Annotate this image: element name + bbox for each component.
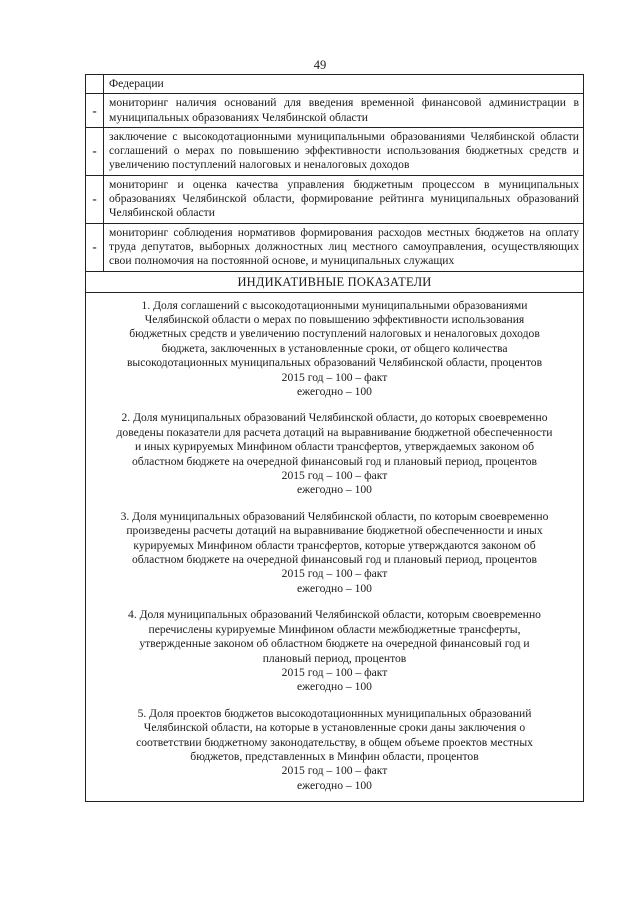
page-number: 49: [313, 58, 327, 72]
indicator-text-line: высокодотационных муниципальных образований Челябинской области, процентов: [126, 356, 543, 370]
indicator-text-line: Челябинской области, на которые в установленные сроки даны заключения о: [143, 721, 526, 735]
indicator-text-line: областном бюджете на очередной финансовый год и плановый период, процентов: [131, 454, 538, 468]
row-marker: -: [86, 94, 104, 127]
table-row-salary-norms: [86, 224, 583, 272]
indicator-fact: 2015 год – 100 – факт: [281, 370, 388, 384]
row-marker: -: [86, 128, 104, 175]
row-text: заключение с высокодотационными муниципальными образованиями Челябинской области соглашений о мерах по повышению эффективности использования бюджетных средств и увеличению поступлений налоговых и неналоговых доходов: [109, 129, 579, 172]
indicator-4: [98, 608, 571, 694]
indicator-3: [98, 510, 571, 596]
indicator-fact: 2015 год – 100 – факт: [281, 567, 388, 581]
indicator-text-line: перечислены курируемые Минфином области межбюджетные трансферты,: [148, 622, 521, 636]
table-row-agreements: [86, 128, 583, 176]
row-marker: [86, 75, 104, 93]
indicator-annual: ежегодно – 100: [297, 778, 372, 792]
indicator-text-line: Челябинской области о мерах по повышению эффективности использования: [144, 312, 525, 326]
indicators-section-header: ИНДИКАТИВНЫЕ ПОКАЗАТЕЛИ: [86, 272, 583, 293]
indicator-text-line: 3. Доля муниципальных образований Челябинской области, по которым своевременно: [120, 509, 549, 523]
indicator-text-line: бюджетов, представленных в Минфин области, процентов: [190, 749, 479, 763]
indicator-1: [98, 299, 571, 400]
row-text: мониторинг соблюдения нормативов формирования расходов местных бюджетов на оплату труда депутатов, выборных должностных лиц местного самоуправления, осуществляющих свои полномочия на постоянной основе, и муниципальных служащих: [109, 225, 579, 268]
program-table: [85, 74, 584, 802]
indicator-5: [98, 707, 571, 793]
indicator-text-line: 4. Доля муниципальных образований Челябинской области, которым своевременно: [128, 608, 541, 622]
row-text: мониторинг наличия оснований для введения временной финансовой администрации в муниципальных образованиях Челябинской области: [109, 96, 579, 124]
indicator-text-line: бюджетных средств и увеличению поступлений налоговых и неналоговых доходов: [129, 327, 540, 341]
row-marker: -: [86, 224, 104, 271]
indicator-text-line: и иных курируемых Минфином области трансфертов, утверждаемых законом об: [134, 440, 535, 454]
indicator-annual: ежегодно – 100: [297, 385, 372, 398]
row-text: Федерации: [109, 77, 164, 90]
indicator-text-line: доведены показатели для расчета дотаций на выравнивание бюджетной обеспеченности: [116, 425, 553, 439]
indicator-fact: 2015 год – 100 – факт: [281, 469, 388, 483]
indicator-text-line: плановый период, процентов: [262, 651, 407, 665]
indicator-text-line: бюджета, заключенных в установленные сроки, от общего количества: [161, 341, 508, 355]
indicators-list: [86, 293, 583, 802]
table-row-federation: [86, 75, 583, 94]
table-row-monitoring-financial-admin: [86, 94, 583, 128]
table-row-quality-assessment: [86, 176, 583, 224]
row-text: мониторинг и оценка качества управления бюджетным процессом в муниципальных образованиях Челябинской области, формирование рейтинга муниципальных образований Челябинской области: [109, 177, 579, 220]
indicator-text-line: утвержденные законом об областном бюджете на очередной финансовый год и: [139, 637, 530, 651]
indicator-annual: ежегодно – 100: [297, 483, 372, 497]
indicator-text-line: областном бюджете на очередной финансовый год и плановый период, процентов: [131, 553, 538, 567]
indicator-annual: ежегодно – 100: [297, 680, 372, 694]
indicator-text-line: произведены расчеты дотаций на выравнивание бюджетной обеспеченности и иных: [126, 524, 543, 538]
indicator-text-line: соответствии бюджетному законодательству, в общем объеме проектов местных: [136, 735, 533, 749]
indicator-text-line: курируемых Минфином области трансфертов, которые утверждаются законом об: [133, 538, 536, 552]
indicator-fact: 2015 год – 100 – факт: [281, 665, 388, 679]
indicator-text-line: 2. Доля муниципальных образований Челябинской области, до которых своевременно: [121, 411, 548, 425]
indicator-annual: ежегодно – 100: [297, 581, 372, 595]
indicator-text-line: 5. Доля проектов бюджетов высокодотационнных муниципальных образований: [137, 706, 532, 720]
indicator-text-line: 1. Доля соглашений с высокодотационными муниципальными образованиями: [141, 298, 528, 312]
indicator-2: [98, 411, 571, 497]
indicator-fact: 2015 год – 100 – факт: [281, 764, 388, 778]
row-marker: -: [86, 176, 104, 223]
